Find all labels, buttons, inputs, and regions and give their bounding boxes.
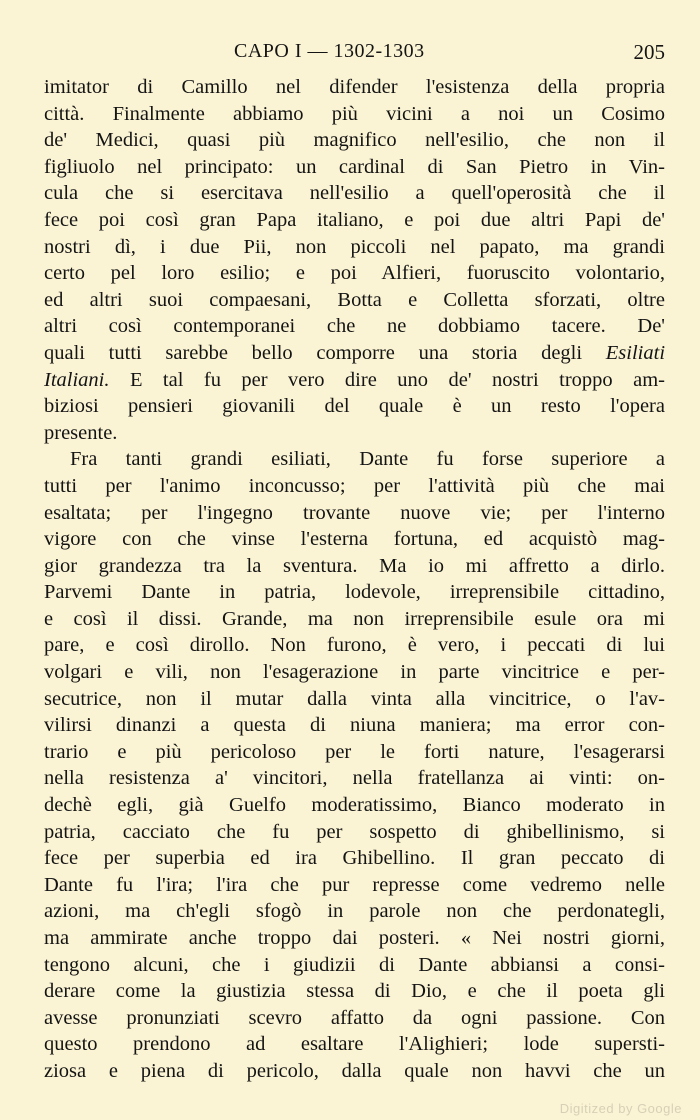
text-line: volgari e vili, non l'esagerazione in parte vincitrice e per- <box>44 661 665 684</box>
text-line: fece poi così gran Papa italiano, e poi due altri Papi de' <box>44 208 665 231</box>
text-line: questo prendono ad esaltare l'Alighieri; lode supersti- <box>44 1033 665 1056</box>
text-line: dechè egli, già Guelfo moderatissimo, Bianco moderato in <box>44 794 665 817</box>
digitization-watermark: Digitized by Google <box>559 1101 682 1116</box>
text-line: imitator di Camillo nel difender l'esistenza della propria <box>44 76 665 98</box>
text-segment: E tal fu per vero dire uno de' nostri troppo am- <box>109 368 665 391</box>
text-line: gior grandezza tra la sventura. Ma io mi affretto a dirlo. <box>44 554 665 577</box>
text-line: patria, cacciato che fu per sospetto di ghibellinismo, si <box>44 820 665 843</box>
text-line: tengono alcuni, che i giudizii di Dante abbiansi a consi- <box>44 953 665 976</box>
text-line: vilirsi dinanzi a questa di niuna maniera; ma error con- <box>44 714 665 737</box>
italic-word: Esiliati <box>605 341 666 364</box>
text-line: secutrice, non il mutar dalla vinta alla vincitrice, o l'av- <box>44 687 665 710</box>
text-line: presente. <box>44 421 118 444</box>
text-line: ma ammirate anche troppo dai posteri. « Nei nostri giorni, <box>44 927 665 949</box>
text-line: e così il dissi. Grande, ma non irreprensibile esule ora mi <box>44 607 665 630</box>
text-line: ed altri suoi compaesani, Botta e Colletta sforzati, oltre <box>44 288 665 311</box>
chapter-title: CAPO I — 1302-1303 <box>234 40 425 62</box>
text-segment: quali tutti sarebbe bello comporre una storia degli <box>44 341 583 364</box>
text-line: biziosi pensieri giovanili del quale è un resto l'opera <box>44 395 665 418</box>
text-line: trario e più pericoloso per le forti nature, l'esagerarsi <box>44 740 665 763</box>
running-header <box>44 40 665 70</box>
text-line: Parvemi Dante in patria, lodevole, irreprensibile cittadino, <box>44 581 665 604</box>
text-line: azioni, ma ch'egli sfogò in parole non che perdonategli, <box>44 900 665 923</box>
text-line: tutti per l'animo inconcusso; per l'attività più che mai <box>44 474 665 497</box>
text-line-with-italic <box>44 367 665 394</box>
text-line: fece per superbia ed ira Ghibellino. Il gran peccato di <box>44 847 665 870</box>
text-line: Fra tanti grandi esiliati, Dante fu forse superiore a <box>70 448 665 471</box>
page-number: 205 <box>633 40 665 64</box>
text-line: certo pel loro esilio; e poi Alfieri, fuoruscito volontario, <box>44 262 665 285</box>
text-line: città. Finalmente abbiamo più vicini a noi un Cosimo <box>44 102 665 125</box>
text-line: Dante fu l'ira; l'ira che pur represse come vedremo nelle <box>44 873 665 896</box>
italic-word: Italiani. <box>44 368 110 391</box>
text-line: figliuolo nel principato: un cardinal di San Pietro in Vin- <box>44 155 665 178</box>
text-line-with-italic <box>44 340 665 367</box>
text-line: derare come la giustizia stessa di Dio, e che il poeta gli <box>44 980 665 1003</box>
text-line: altri così contemporanei che ne dobbiamo tacere. De' <box>44 315 665 338</box>
text-line: de' Medici, quasi più magnifico nell'esilio, che non il <box>44 129 665 152</box>
text-line: avesse pronunziati scevro affatto da ogni passione. Con <box>44 1006 665 1029</box>
text-line: vigore con che vinse l'esterna fortuna, ed acquistò mag- <box>44 528 665 551</box>
text-line: ziosa e piena di pericolo, dalla quale non havvi che un <box>44 1059 665 1082</box>
text-line: cula che si esercitava nell'esilio a quell'operosità che il <box>44 182 665 205</box>
text-line: esaltata; per l'ingegno trovante nuove vie; per l'interno <box>44 501 665 524</box>
text-line: pare, e così dirollo. Non furono, è vero, i peccati di lui <box>44 634 665 657</box>
body-text <box>44 74 665 1085</box>
text-line: nostri dì, i due Pii, non piccoli nel papato, ma grandi <box>44 235 665 258</box>
text-line: nella resistenza a' vincitori, nella fratellanza ai vinti: on- <box>44 767 665 790</box>
